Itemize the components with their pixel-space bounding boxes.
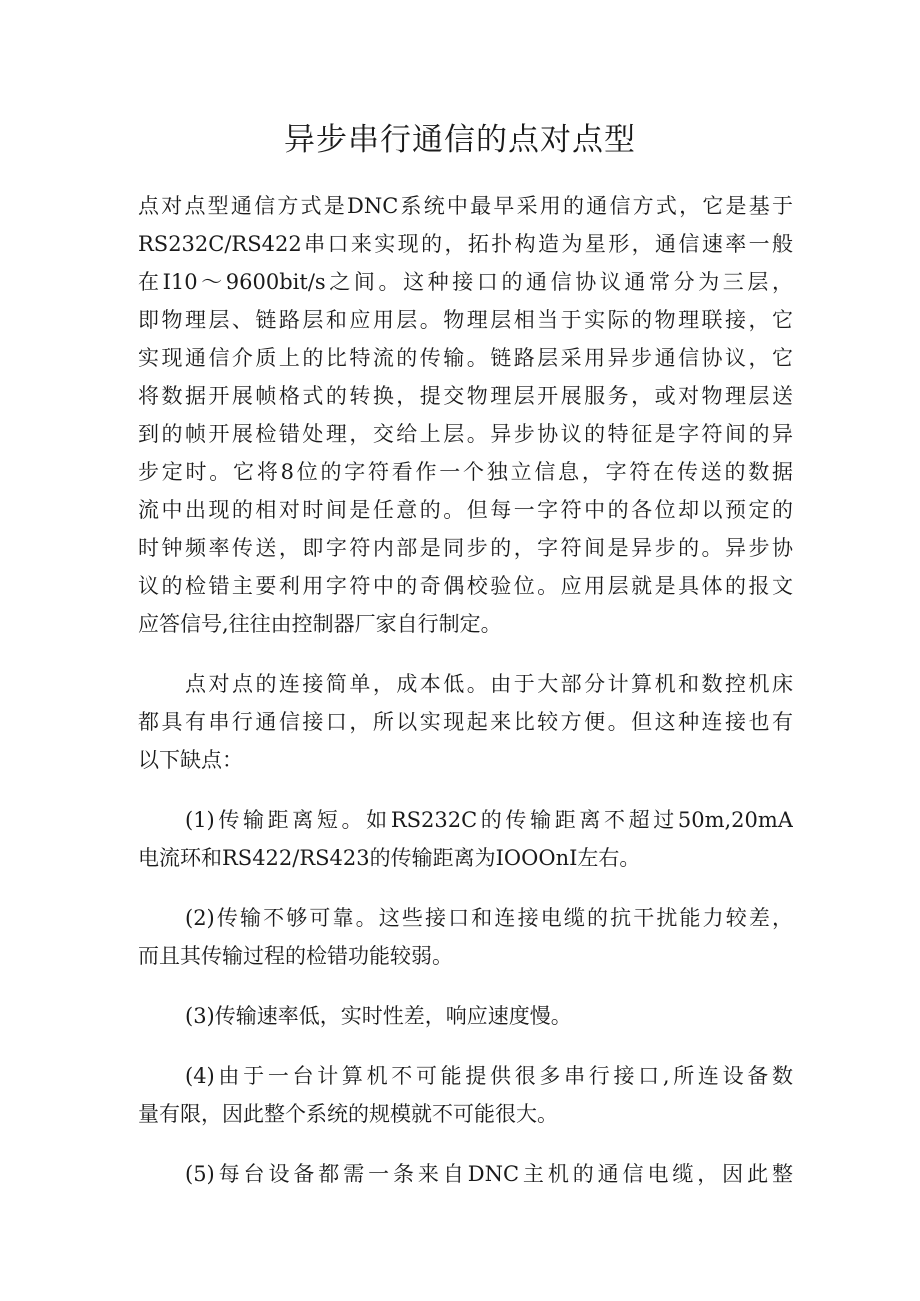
list-item-4-line-1: (4)由于一台计算机不可能提供很多串行接口,所连设备数 [185,1064,793,1088]
paragraph-1-line-3: 在I10～9600bit/s之间。这种接口的通信协议通常分为三层， [138,270,793,294]
paragraph-1-line-2: RS232C/RS422串口来实现的，拓扑构造为星形，通信速率一般 [138,232,793,256]
list-item-3-line-1: (3)传输速率低，实时性差，响应速度慢。 [185,1004,572,1028]
list-item-1-line-2: 电流环和RS422/RS423的传输距离为IOOOnI左右。 [138,846,641,870]
paragraph-1-line-4: 即物理层、链路层和应用层。物理层相当于实际的物理联接，它 [138,308,793,332]
paragraph-1-line-6: 将数据开展帧格式的转换，提交物理层开展服务，或对物理层送 [138,384,793,408]
list-item-4-line-2: 量有限，因此整个系统的规模就不可能很大。 [138,1102,558,1126]
list-item-2-line-1: (2)传输不够可靠。这些接口和连接电缆的抗干扰能力较差， [185,906,793,930]
list-item-5-line-1: (5)每台设备都需一条来自DNC主机的通信电缆，因此整 [185,1162,793,1186]
paragraph-1-line-11: 议的检错主要利用字符中的奇偶校验位。应用层就是具体的报文 [138,574,793,598]
paragraph-1-line-8: 步定时。它将8位的字符看作一个独立信息，字符在传送的数据 [138,460,793,484]
paragraph-1-line-1: 点对点型通信方式是DNC系统中最早采用的通信方式，它是基于 [138,194,793,218]
paragraph-2-line-2: 都具有串行通信接口，所以实现起来比较方便。但这种连接也有 [138,710,793,734]
paragraph-1-line-7: 到的帧开展检错处理，交给上层。异步协议的特征是字符间的异 [138,422,793,446]
paragraph-2-line-3: 以下缺点： [138,748,243,772]
list-item-1-line-1: (1)传输距离短。如RS232C的传输距离不超过50m,20mA [185,808,793,832]
paragraph-1-line-10: 时钟频率传送，即字符内部是同步的，字符间是异步的。异步协 [138,536,793,560]
list-item-2-line-2: 而且其传输过程的检错功能较弱。 [138,944,453,968]
paragraph-1-line-9: 流中出现的相对时间是任意的。但每一字符中的各位却以预定的 [138,498,793,522]
paragraph-1-line-12: 应答信号,往往由控制器厂家自行制定。 [138,612,502,636]
document-title: 异步串行通信的点对点型 [284,122,636,158]
paragraph-1-line-5: 实现通信介质上的比特流的传输。链路层采用异步通信协议，它 [138,346,793,370]
paragraph-2-line-1: 点对点的连接简单，成本低。由于大部分计算机和数控机床 [185,672,793,696]
